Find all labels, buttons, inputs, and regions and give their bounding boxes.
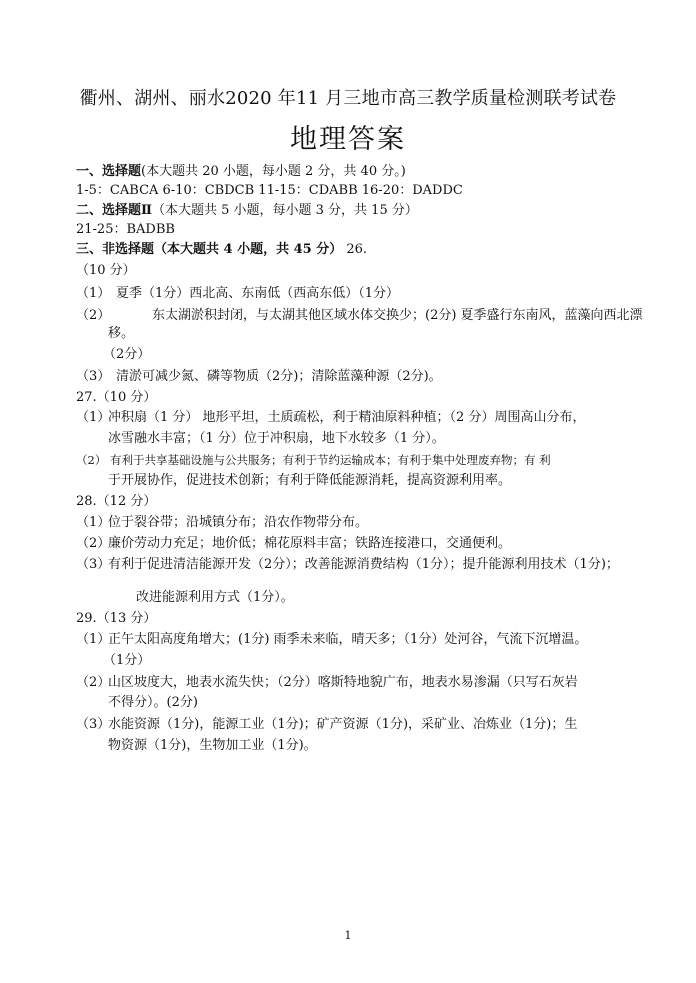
q26-part-2 <box>76 307 643 325</box>
q28-part-3-number: （3） <box>76 557 111 572</box>
q26-part-1-text: 夏季（1分）西北高、东南低（西高东低）（1分） <box>116 286 400 301</box>
q27-part-1-text-a: 冲积扇（1 分） 地形平坦，土质疏松，利于精油原料种植；（2 分）周围高山分布， <box>108 410 586 425</box>
q29-part-3-text-b: 物资源（1分)，生物加工业（1分)。 <box>108 738 317 753</box>
q28-header: 28.（12 分） <box>76 494 157 509</box>
q29-part-1 <box>76 631 587 649</box>
section-2-note: （本大题共 5 小题，每小题 3 分，共 15 分） <box>151 203 418 218</box>
q27-part-1-number: （1） <box>76 410 111 425</box>
section-2-title: 二、选择题Ⅱ <box>76 203 152 218</box>
q26-score: （10 分） <box>76 263 136 278</box>
answer-heading: 地理答案 <box>290 124 406 155</box>
q29-part-1-number: （1） <box>76 632 111 647</box>
q26-part-2-text-b: 移。 <box>108 326 135 341</box>
q26-part-1 <box>76 285 399 303</box>
q26-part-3-text: 清淤可减少氮、磷等物质（2分)；清除蓝藻种源（2分)。 <box>116 369 442 384</box>
q28-part-2-number: （2） <box>76 536 111 551</box>
q27-part-1-text-b: 冰雪融水丰富；（1 分）位于冲积扇，地下水较多（1 分）。 <box>108 431 445 446</box>
q28-part-1 <box>76 514 368 532</box>
q27-part-1 <box>76 409 585 427</box>
q28-part-2 <box>76 535 511 553</box>
q27-part-2 <box>76 451 551 469</box>
q26-part-2-number: （2） <box>76 308 111 323</box>
q27-header: 27.（10 分） <box>76 390 157 405</box>
section-1-title: 一、选择题 <box>76 164 142 179</box>
section-1-answers: 1-5：CABCA 6-10：CBDCB 11-15：CDABB 16-20：DADDC <box>76 183 463 198</box>
q28-part-1-text: 位于裂谷带；沿城镇分布；沿农作物带分布。 <box>108 515 369 530</box>
q28-part-3-text-b: 改进能源利用方式（1分）。 <box>136 590 294 605</box>
q26-part-2-text-a: 东太湖淤积封闭，与太湖其他区域水体交换少；(2分) 夏季盛行东南风，蓝藻向西北漂 <box>152 308 643 323</box>
section-1-note: (本大题共 20 小题，每小题 2 分，共 40 分。) <box>141 164 406 179</box>
q29-part-3 <box>76 716 577 734</box>
q29-part-2 <box>76 674 578 692</box>
q29-part-3-text-a: 水能资源（1分)，能源工业（1分)；矿产资源（1分)，采矿业、冶炼业（1分)；生 <box>108 717 578 732</box>
section-3-header <box>76 241 367 259</box>
q27-part-2-text-b: 于开展协作，促进技术创新；有利于降低能源消耗，提高资源利用率。 <box>108 473 512 488</box>
section-1-header <box>76 163 406 181</box>
q28-part-3-text-a: 有利于促进清洁能源开发（2分）；改善能源消费结构（1分）；提升能源利用技术（1分)； <box>108 557 619 572</box>
page-number: 1 <box>344 929 352 942</box>
question-26-label: 26. <box>342 242 368 257</box>
q29-header: 29.（13 分） <box>76 611 157 626</box>
q27-part-2-text-a: 有利于共享基础设施与公共服务；有利于节约运输成本；有利于集中处理废弃物；有 利 <box>110 453 551 467</box>
q29-part-2-text-a: 山区坡度大，地表水流失快；（2分）喀斯特地貌广布，地表水易渗漏（只写石灰岩 <box>108 675 578 690</box>
section-3-title: 三、非选择题（本大题共 4 小题，共 45 分） <box>76 242 343 257</box>
q26-part-2-text-c: （2分） <box>103 347 151 362</box>
q29-part-1-text-a: 正午太阳高度角增大；(1分) 雨季未来临，晴天多；（1分）处河谷，气流下沉增温。 <box>108 632 588 647</box>
q29-part-1-text-b: （1分） <box>103 653 151 668</box>
q28-part-2-text: 廉价劳动力充足；地价低；棉花原料丰富；铁路连接港口，交通便利。 <box>108 536 512 551</box>
q26-part-1-number: （1） <box>76 286 111 301</box>
q29-part-3-number: （3） <box>76 717 111 732</box>
exam-title: 衢州、湖州、丽水2020 年11 月三地市高三教学质量检测联考试卷 <box>79 88 617 109</box>
q29-part-2-number: （2） <box>76 675 111 690</box>
section-2-answers: 21-25：BADBB <box>76 222 175 237</box>
q26-part-3 <box>76 368 442 386</box>
q27-part-2-number: （2） <box>76 453 107 467</box>
section-2-header <box>76 202 418 220</box>
q26-part-3-number: （3） <box>76 369 111 384</box>
q28-part-1-number: （1） <box>76 515 111 530</box>
q29-part-2-text-b: 不得分）。(2分) <box>108 695 198 710</box>
q28-part-3 <box>76 556 619 574</box>
